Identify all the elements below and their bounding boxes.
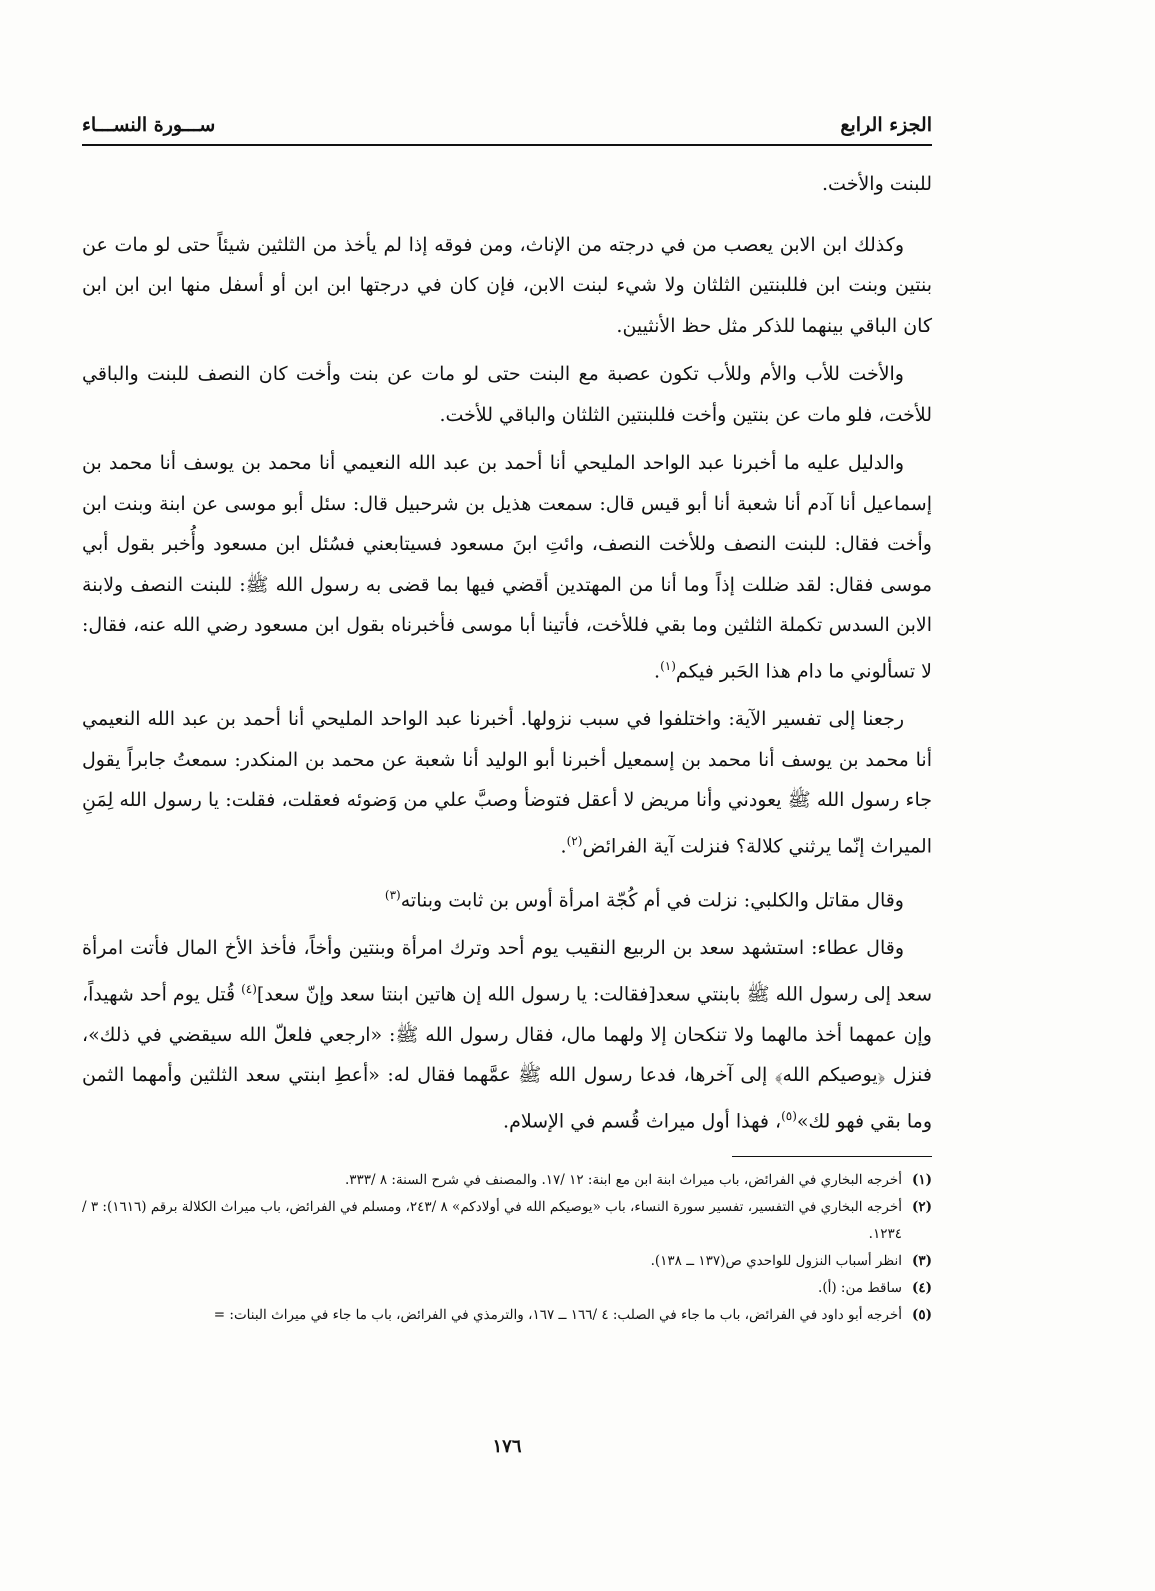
footnotes [82,1167,932,1329]
footnote-separator [732,1156,932,1157]
page-number: ١٧٦ [492,1436,522,1457]
footnote-text: ساقط من: (أ). [818,1279,902,1296]
main-text [82,164,932,1142]
footnote-number: (٢) [911,1198,932,1215]
footnote [82,1275,932,1302]
footnote-ref: (٤) [241,981,257,996]
surah-title: ســـورة النســـاء [82,114,216,136]
footnote-number: (٣) [911,1252,932,1269]
paragraph: وكذلك ابن الابن يعصب من في درجته من الإناث، ومن فوقه إذا لم يأخذ من الثلثين شيئاً حتى لو مات عن بنتين وبنت ابن فللبنتين الثلثان ولا شيء لبنت الابن، فإن كان في درجتها ابن ابن أو أسفل منها ابن ابن ابن كان الباقي بينهما للذكر مثل حظ الأنثيين. [82,233,932,337]
paragraph: وقال مقاتل والكلبي: نزلت في أم كُجّة امرأة أوس بن ثابت وبناته$^{(٣)}$ [384,887,904,911]
part-title: الجزء الرابع [840,114,932,136]
footnote [82,1194,932,1248]
footnote-ref: (٢) [566,833,583,848]
footnote-text: أخرجه البخاري في التفسير، تفسير سورة النساء، باب «يوصيكم الله في أولادكم» ٨ /٢٤٣، ومسلم في الفرائض، باب ميراث الكلالة برقم (١٦١٦): ٣ /١٢٣٤. [82,1198,902,1242]
paragraph: والدليل عليه ما أخبرنا عبد الواحد المليحي أنا أحمد بن عبد الله النعيمي أنا محمد بن يوسف أنا محمد بن إسماعيل أنا آدم أنا شعبة أنا أبو قيس قال: سمعت هذيل بن شرحبيل قال: سئل أبو موسى عن ابنة وبنت ابن وأخت فقال: للبنت النصف وللأخت النصف، وائتِ ابنَ مسعود فسيتابعني فسُئل ابن مسعود وأُخبر بقول أبي موسى فقال: لقد ضللت إذاً وما أنا من المهتدين أقضي فيها بما قضى به رسول الله ﷺ: للبنت النصف ولابنة الابن السدس تكملة الثلثين وما بقي فللأخت، فأتينا أبا موسى فأخبرناه بقول ابن مسعود رضي الله عنه، فقال: لا تسألوني ما دام هذا الحَبر فيكم$^{(١)}$. [82,452,932,682]
header-rule [82,144,932,146]
footnote-ref: (٥) [781,1108,797,1123]
footnote-ref: (٣) [384,887,401,902]
paragraph: وقال عطاء: استشهد سعد بن الربيع النقيب يوم أحد وترك امرأة وبنتين وأخاً، فأخذ الأخ المال فأتت امرأة سعد إلى رسول الله ﷺ بابنتي سعد[فقالت: يا رسول الله إن هاتين ابنتا سعد وإنّ سعد]$^{(٤)}$ قُتل يوم أحد شهيداً، وإن عمهما أخذ مالهما ولا تنكحان إلا ولهما مال، فقال رسول الله ﷺ: «ارجعي فلعلّ الله سيقضي في ذلك»، فنزل ﴿يوصيكم الله﴾ إلى آخرها، فدعا رسول الله ﷺ عمَّهما فقال له: «أعطِ ابنتي سعد الثلثين وأمهما الثمن وما بقي فهو لك»$^{(٥)}$، فهذا أول ميراث قُسم في الإسلام. [82,937,932,1133]
footnote [82,1302,932,1329]
footnote [82,1248,932,1275]
footnote-number: (٤) [911,1279,932,1296]
paragraph: للبنت والأخت. [822,173,932,195]
footnote-number: (١) [911,1171,932,1188]
book-page [82,96,932,1576]
footnote-text: أخرجه البخاري في الفرائض، باب ميراث ابنة ابن مع ابنة: ١٢ /١٧. والمصنف في شرح السنة: ٨ /٣٣٣. [344,1171,902,1188]
running-header [82,96,932,136]
paragraph: رجعنا إلى تفسير الآية: واختلفوا في سبب نزولها. أخبرنا عبد الواحد المليحي أنا أحمد بن عبد الله النعيمي أنا محمد بن يوسف أنا محمد بن إسمعيل أخبرنا أبو الوليد أنا شعبة عن محمد بن المنكدر: سمعتُ جابراً يقول جاء رسول الله ﷺ يعودني وأنا مريض لا أعقل فتوضأ وصبَّ علي من وَضوئه فعقلت، فقلت: يا رسول الله لِمَنِ الميراث إنّما يرثني كلالة؟ فنزلت آية الفرائض$^{(٢)}$. [82,708,932,858]
footnote-ref: (١) [660,658,676,673]
footnote-text: انظر أسباب النزول للواحدي ص(١٣٧ ــ ١٣٨). [650,1252,902,1269]
footnote-number: (٥) [911,1306,932,1323]
footnote [82,1167,932,1194]
paragraph: والأخت للأب والأم وللأب تكون عصبة مع البنت حتى لو مات عن بنت وأخت كان النصف للبنت والباقي للأخت، فلو مات عن بنتين وأخت فللبنتين الثلثان والباقي للأخت. [82,363,932,426]
footnote-text: أخرجه أبو داود في الفرائض، باب ما جاء في الصلب: ٤ /١٦٦ ــ ١٦٧، والترمذي في الفرائض، باب ما جاء في ميراث البنات: = [213,1306,902,1323]
